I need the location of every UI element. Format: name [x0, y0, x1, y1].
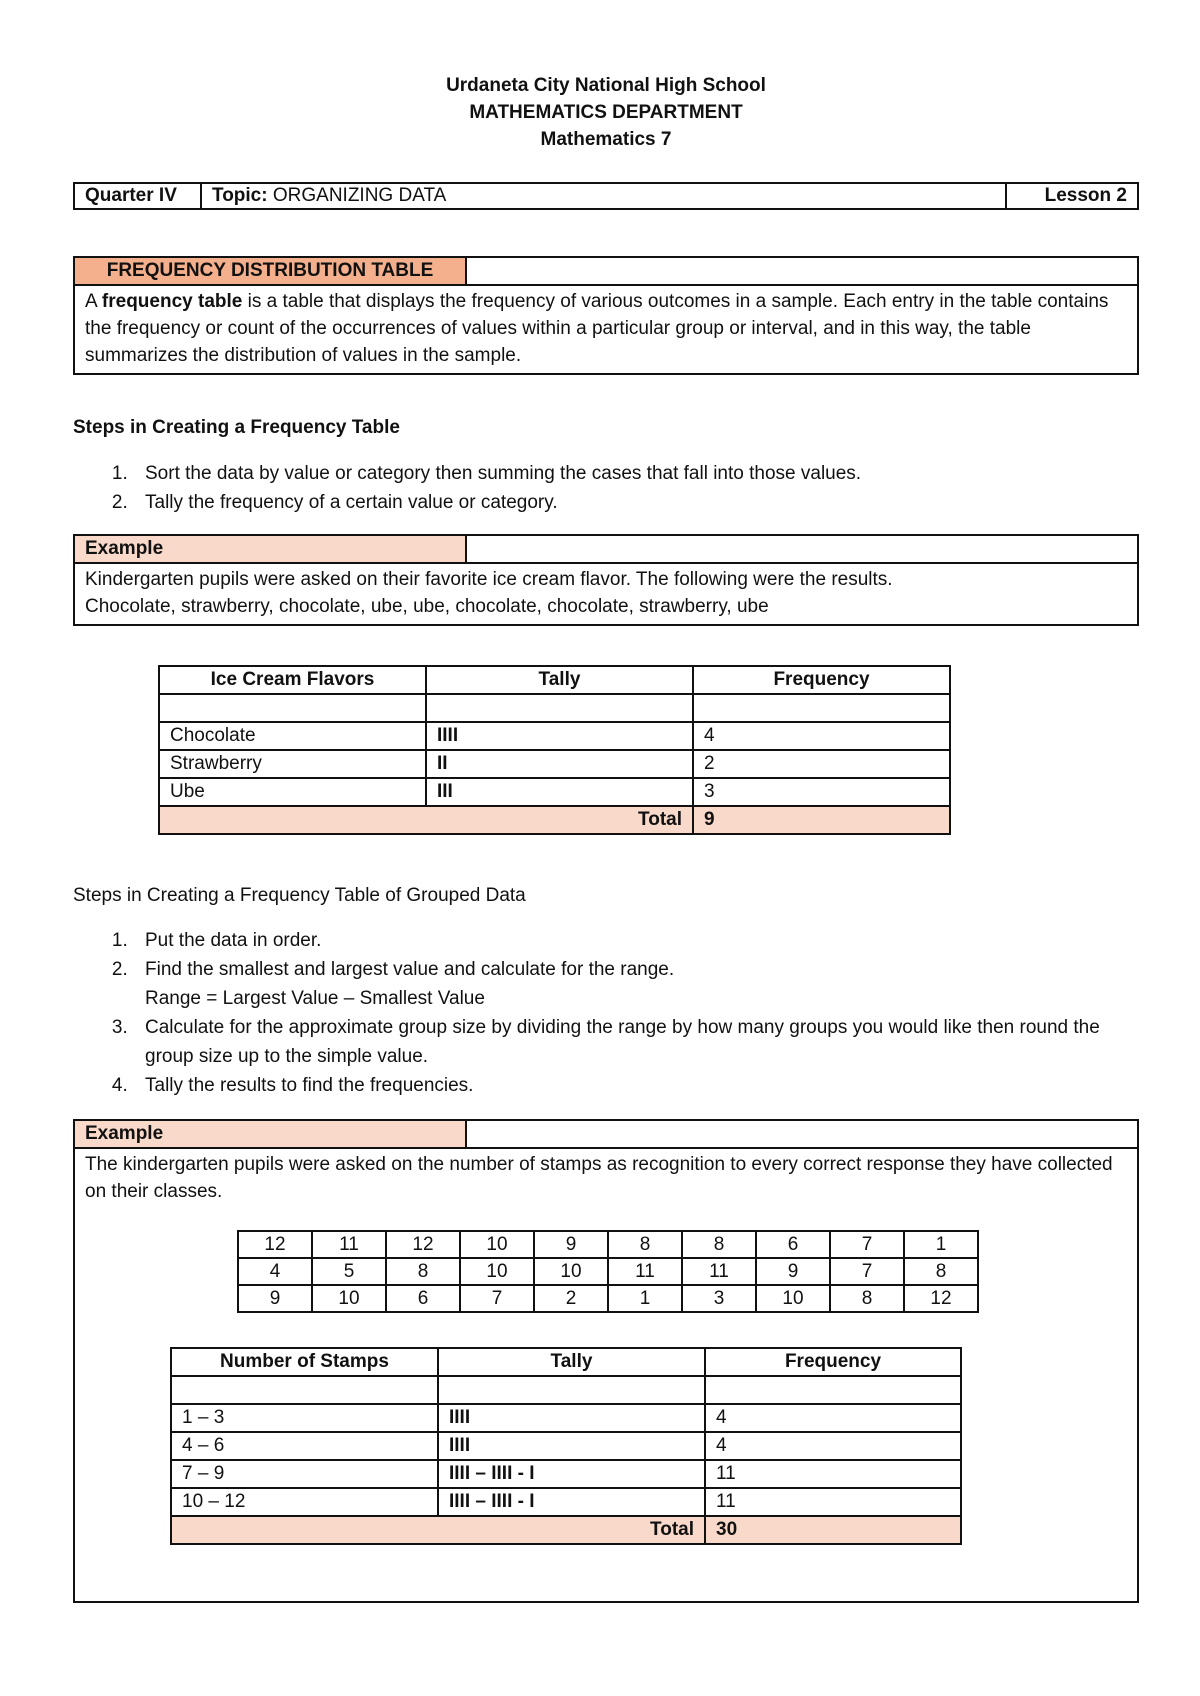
flavor-cell: Chocolate — [159, 722, 426, 750]
data-cell: 11 — [682, 1258, 756, 1285]
column-header: Frequency — [705, 1348, 961, 1376]
table-row — [171, 1432, 961, 1460]
example1-heading-row — [73, 534, 1139, 564]
definition-box — [73, 256, 1139, 375]
steps2-item: 4. Tally the results to find the frequencies. — [133, 1071, 1139, 1100]
table-header-row — [171, 1348, 961, 1376]
data-cell: 8 — [904, 1258, 978, 1285]
table-row — [159, 778, 950, 806]
data-cell: 12 — [904, 1285, 978, 1312]
data-cell: 8 — [682, 1231, 756, 1258]
data-cell: 10 — [534, 1258, 608, 1285]
steps2-item: 1. Put the data in order. — [133, 926, 1139, 955]
column-header: Frequency — [693, 666, 950, 694]
example1-box — [73, 534, 1139, 626]
steps1-item: 1. Sort the data by value or category then summing the cases that fall into those values. — [133, 459, 1139, 488]
frequency-cell: 3 — [693, 778, 950, 806]
steps2-item — [133, 955, 1139, 1013]
column-header: Tally — [438, 1348, 705, 1376]
steps1-title: Steps in Creating a Frequency Table — [73, 417, 400, 438]
topic-label: Topic: — [212, 185, 268, 206]
data-cell: 2 — [534, 1285, 608, 1312]
steps2-list — [73, 926, 1139, 1100]
total-value: 30 — [705, 1516, 961, 1544]
range-cell: 4 – 6 — [171, 1432, 438, 1460]
frequency-cell: 4 — [693, 722, 950, 750]
data-cell: 6 — [386, 1285, 460, 1312]
total-label: Total — [171, 1516, 705, 1544]
data-cell: 12 — [386, 1231, 460, 1258]
ice-cream-table — [158, 665, 951, 835]
tally-cell: IIII — [438, 1432, 705, 1460]
data-cell: 10 — [460, 1231, 534, 1258]
total-value: 9 — [693, 806, 950, 834]
definition-term: frequency table — [101, 291, 243, 312]
subject-name: Mathematics 7 — [540, 129, 672, 150]
column-header: Number of Stamps — [171, 1348, 438, 1376]
data-cell: 1 — [608, 1285, 682, 1312]
data-grid-row — [238, 1258, 978, 1285]
lesson-cell: Lesson 2 — [1006, 183, 1138, 209]
definition-heading-row — [73, 256, 1139, 286]
data-cell: 8 — [830, 1285, 904, 1312]
example1-heading: Example — [74, 535, 466, 563]
example1-body — [73, 564, 1139, 626]
definition-heading: FREQUENCY DISTRIBUTION TABLE — [74, 257, 466, 285]
example2-heading: Example — [74, 1120, 466, 1148]
table-row — [159, 722, 950, 750]
tally-cell: IIII – IIII - I — [438, 1488, 705, 1516]
frequency-cell: 11 — [705, 1460, 961, 1488]
definition-body — [73, 286, 1139, 375]
total-row — [171, 1516, 961, 1544]
school-name: Urdaneta City National High School — [446, 75, 766, 96]
steps1-item: 2. Tally the frequency of a certain value or category. — [133, 488, 1139, 517]
data-cell: 5 — [312, 1258, 386, 1285]
data-cell: 11 — [608, 1258, 682, 1285]
steps2-item: 3. Calculate for the approximate group size by dividing the range by how many groups you would like then round the group size up to the simple value. — [133, 1013, 1139, 1071]
definition-text: is a table that displays the frequency of various outcomes in a sample. Each entry in the table contains the frequency or count of the occurrences of values within a particular group or interval, and in this way, the table summarizes the distribution of values in the sample. — [85, 291, 1109, 366]
definition-heading-blank — [466, 257, 1138, 285]
table-row — [159, 750, 950, 778]
column-header: Ice Cream Flavors — [159, 666, 426, 694]
table-row — [171, 1488, 961, 1516]
tally-cell: IIII – IIII - I — [438, 1460, 705, 1488]
tally-cell: II — [426, 750, 693, 778]
data-cell: 10 — [312, 1285, 386, 1312]
range-cell: 7 – 9 — [171, 1460, 438, 1488]
example1-heading-blank — [466, 535, 1138, 563]
frequency-cell: 11 — [705, 1488, 961, 1516]
steps1-list-wrap — [73, 459, 1139, 517]
document-header — [73, 72, 1139, 153]
range-cell: 1 – 3 — [171, 1404, 438, 1432]
frequency-cell: 2 — [693, 750, 950, 778]
range-formula: Range = Largest Value – Smallest Value — [145, 988, 485, 1009]
flavor-cell: Strawberry — [159, 750, 426, 778]
example1-line2: Chocolate, strawberry, chocolate, ube, ube, chocolate, chocolate, strawberry, ube — [85, 596, 769, 617]
topic-bar — [73, 182, 1139, 210]
data-cell: 7 — [830, 1258, 904, 1285]
stamps-data-grid — [237, 1230, 979, 1313]
department-name: MATHEMATICS DEPARTMENT — [469, 102, 743, 123]
data-cell: 9 — [238, 1285, 312, 1312]
frequency-cell: 4 — [705, 1404, 961, 1432]
column-header: Tally — [426, 666, 693, 694]
total-label: Total — [159, 806, 693, 834]
example2-heading-row — [73, 1119, 1139, 1149]
data-cell: 10 — [460, 1258, 534, 1285]
quarter-cell: Quarter IV — [74, 183, 201, 209]
data-cell: 8 — [608, 1231, 682, 1258]
tally-cell: IIII — [438, 1404, 705, 1432]
topic-cell — [201, 183, 1006, 209]
data-cell: 9 — [756, 1258, 830, 1285]
data-grid-row — [238, 1231, 978, 1258]
topic-value: ORGANIZING DATA — [272, 185, 447, 206]
data-cell: 10 — [756, 1285, 830, 1312]
data-cell: 4 — [238, 1258, 312, 1285]
flavor-cell: Ube — [159, 778, 426, 806]
total-row — [159, 806, 950, 834]
data-cell: 3 — [682, 1285, 756, 1312]
example2-heading-blank — [466, 1120, 1138, 1148]
example1-line1: Kindergarten pupils were asked on their favorite ice cream flavor. The following were the results. — [85, 569, 893, 590]
example2-text: The kindergarten pupils were asked on the number of stamps as recognition to every correct response they have collected on their classes. — [85, 1154, 1113, 1202]
steps2-title: Steps in Creating a Frequency Table of Grouped Data — [73, 885, 526, 906]
frequency-cell: 4 — [705, 1432, 961, 1460]
tally-cell: III — [426, 778, 693, 806]
table-row — [171, 1460, 961, 1488]
data-cell: 8 — [386, 1258, 460, 1285]
table-blank-row — [171, 1376, 961, 1404]
data-cell: 9 — [534, 1231, 608, 1258]
data-cell: 11 — [312, 1231, 386, 1258]
steps2-item-text: 2. Find the smallest and largest value and calculate for the range. — [145, 959, 675, 980]
data-cell: 12 — [238, 1231, 312, 1258]
table-row — [171, 1404, 961, 1432]
steps2-list-wrap — [73, 926, 1139, 1100]
data-cell: 7 — [830, 1231, 904, 1258]
stamps-table — [170, 1347, 962, 1545]
table-header-row — [159, 666, 950, 694]
table-blank-row — [159, 694, 950, 722]
data-grid-row — [238, 1285, 978, 1312]
definition-intro: A — [85, 291, 97, 312]
tally-cell: IIII — [426, 722, 693, 750]
data-cell: 6 — [756, 1231, 830, 1258]
steps1-list — [73, 459, 1139, 517]
range-cell: 10 – 12 — [171, 1488, 438, 1516]
data-cell: 7 — [460, 1285, 534, 1312]
data-cell: 1 — [904, 1231, 978, 1258]
